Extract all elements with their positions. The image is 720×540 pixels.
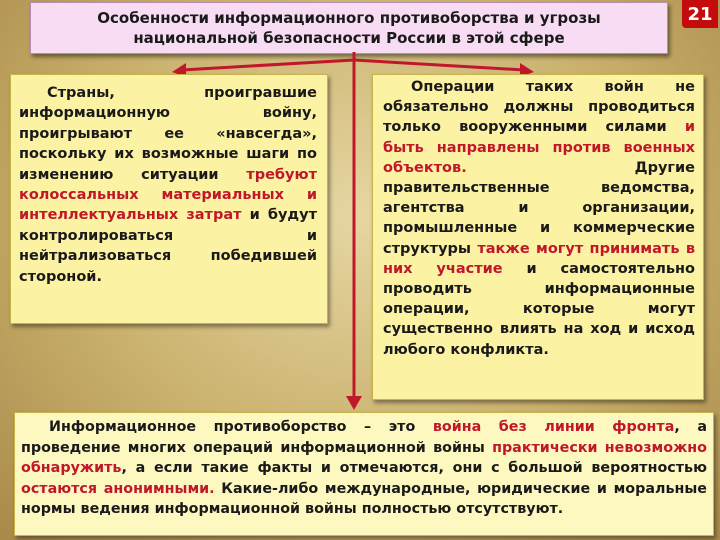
highlight-text: и быть направлены против военных объектов.	[383, 119, 695, 176]
bottom-paragraph: Информационное противоборство – это война без линии фронта, а проведение многих операций информационной войны практически невозможно обнаружить, а если такие факты и отмечаются, они с большой вероятностью остаются анонимными. Какие-либо международные, юридические и моральные нормы ведения информационной войны полностью отсутствуют.	[21, 419, 707, 517]
highlight-text: также могут принимать в них участие	[383, 240, 695, 277]
arrowhead-down	[346, 396, 362, 410]
title-line-2: национальной безопасности России в этой сфере	[133, 29, 565, 47]
connector-branch-left	[182, 60, 354, 70]
highlight-text: требуют колоссальных материальных и интеллектуальных затрат	[19, 166, 317, 224]
highlight-text: война без линии фронта	[432, 419, 675, 435]
right-text-box	[372, 74, 704, 400]
title-line-1: Особенности информационного противоборства и угрозы	[97, 9, 601, 27]
highlight-text: практически невозможно обнаружить	[21, 439, 707, 476]
connector-branch-right	[354, 60, 524, 70]
slide-number-badge: 21	[682, 0, 718, 28]
left-text-box	[10, 74, 328, 324]
right-paragraph: Операции таких войн не обязательно должны проводиться только вооруженными силами и быть направлены против военных объектов. Другие правительственные ведомства, агентства и организации, промышленные и коммерческие структуры также могут принимать в них участие и самостоятельно проводить информационные операции, которые могут существенно влиять на ход и исход любого конфликта.	[383, 79, 696, 358]
left-paragraph: Страны, проигравшие информационную войну, проигрывают ее «навсегда», поскольку их возможные шаги по изменению ситуации требуют колоссальных материальных и интеллектуальных затрат и будут контролироваться и нейтрализоваться победившей стороной.	[19, 85, 317, 285]
highlight-text: остаются анонимными.	[21, 480, 215, 497]
bottom-text-box	[14, 412, 714, 536]
